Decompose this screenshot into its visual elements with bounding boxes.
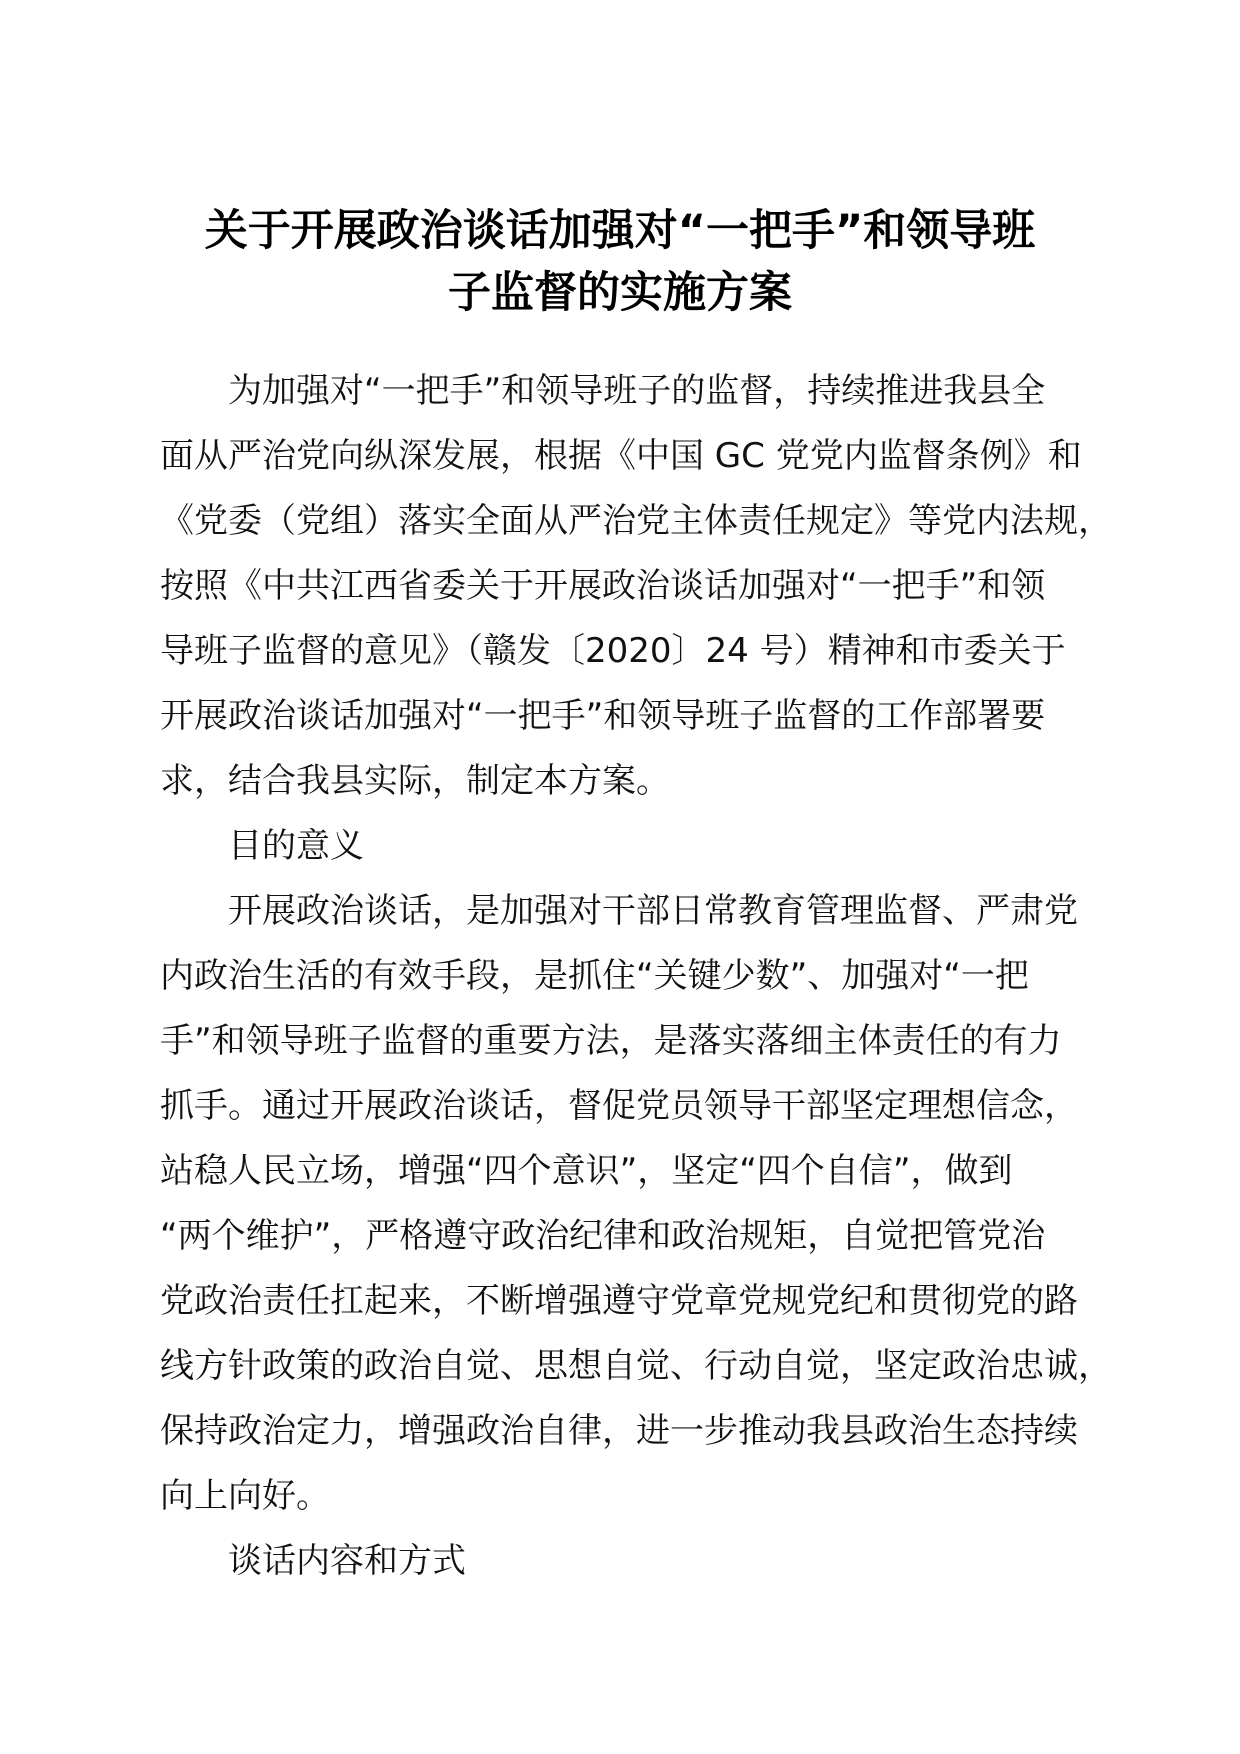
document-body — [160, 359, 1120, 1594]
title-line: 关于开展政治谈话加强对“一把手”和领导班 — [204, 206, 1036, 256]
paragraph-line: 站稳人民立场，增强“四个意识”，坚定“四个自信”，做到 — [160, 1151, 1013, 1191]
paragraph-line: 开展政治谈话，是加强对干部日常教育管理监督、严肃党 — [228, 891, 1078, 931]
paragraph-line: 内政治生活的有效手段，是抓住“关键少数”、加强对“一把 — [160, 956, 1029, 996]
paragraph-line: 党政治责任扛起来，不断增强遵守党章党规党纪和贯彻党的路 — [160, 1281, 1078, 1321]
paragraph-line: 按照《中共江西省委关于开展政治谈话加强对“一把手”和领 — [160, 566, 1046, 606]
paragraph-line: 保持政治定力，增强政治自律，进一步推动我县政治生态持续 — [160, 1411, 1078, 1451]
paragraph-line: 向上向好。 — [160, 1476, 330, 1516]
paragraph-line: 开展政治谈话加强对“一把手”和领导班子监督的工作部署要 — [160, 696, 1046, 736]
paragraph-line: 《党委（党组）落实全面从严治党主体责任规定》等党内法规， — [160, 501, 1112, 541]
paragraph-line: 手”和领导班子监督的重要方法，是落实落细主体责任的有力 — [160, 1021, 1062, 1061]
title-line: 子监督的实施方案 — [448, 268, 792, 318]
section-heading: 目的意义 — [228, 826, 364, 866]
paragraph-line: 面从严治党向纵深发展，根据《中国 GC 党党内监督条例》和 — [160, 436, 1082, 476]
document-title — [150, 200, 1090, 324]
paragraph-line: 求，结合我县实际，制定本方案。 — [160, 761, 670, 801]
paragraph-line: 线方针政策的政治自觉、思想自觉、行动自觉，坚定政治忠诚， — [160, 1346, 1112, 1386]
paragraph-line: 抓手。通过开展政治谈话，督促党员领导干部坚定理想信念， — [160, 1086, 1078, 1126]
paragraph-line: 为加强对“一把手”和领导班子的监督，持续推进我县全 — [228, 371, 1046, 411]
paragraph-line: 导班子监督的意见》（赣发〔2020〕24 号）精神和市委关于 — [160, 631, 1066, 671]
paragraph-line: “两个维护”，严格遵守政治纪律和政治规矩，自觉把管党治 — [160, 1216, 1046, 1256]
section-heading: 谈话内容和方式 — [228, 1541, 466, 1581]
